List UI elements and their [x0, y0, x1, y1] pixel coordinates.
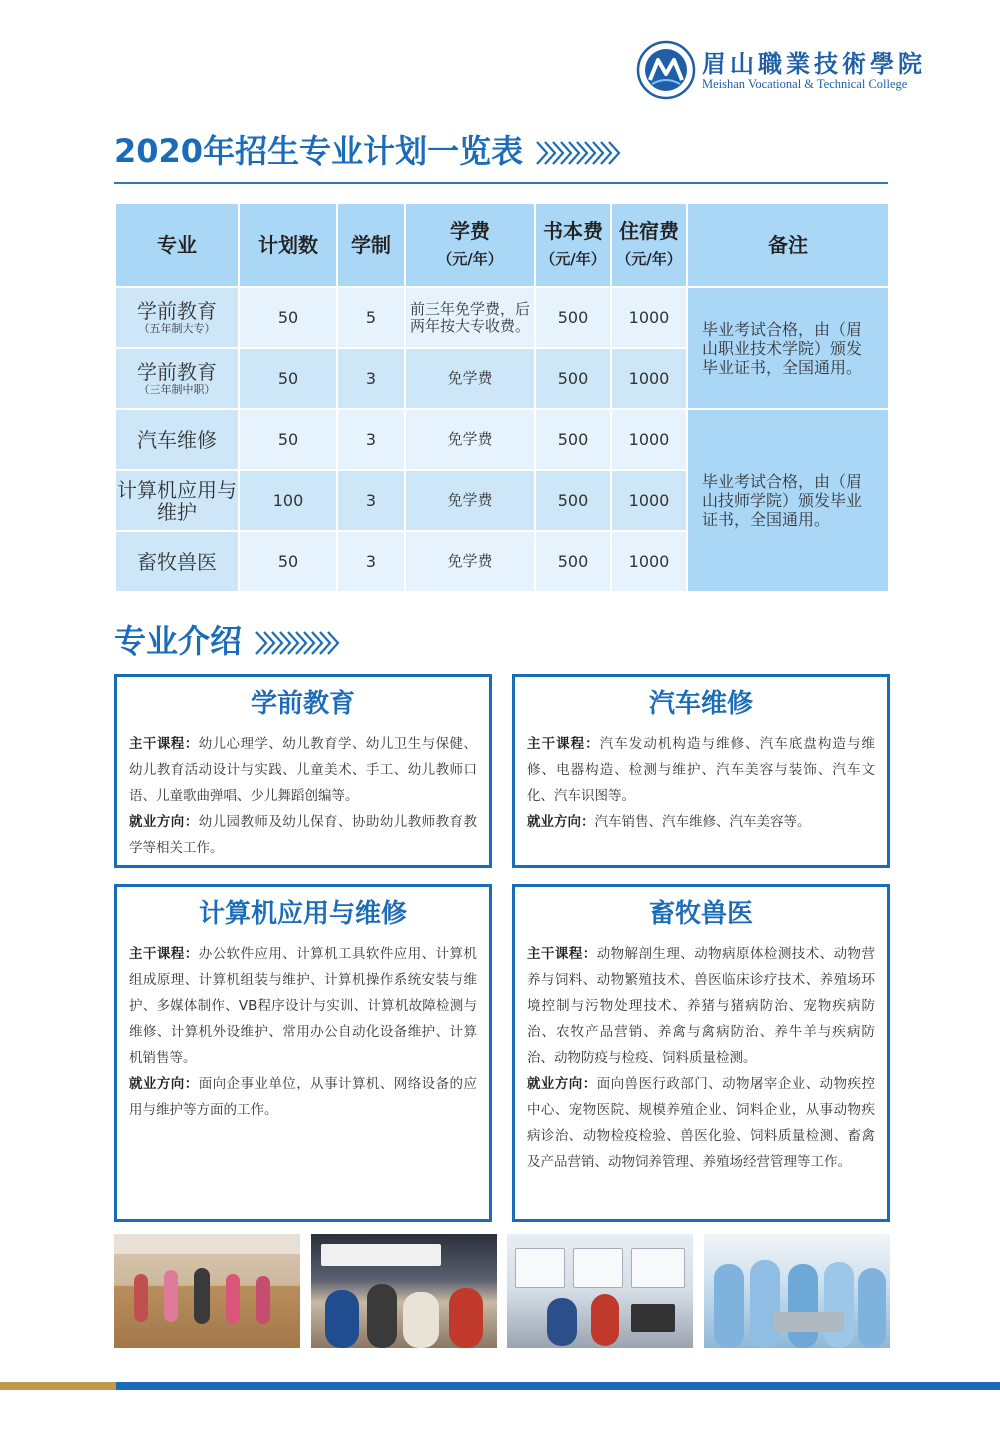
footer-bar-gold	[0, 1382, 116, 1390]
cell-major	[115, 287, 239, 348]
table-header-row	[115, 203, 889, 287]
col-quota: 计划数	[239, 203, 337, 287]
col-tuition-label: 学费	[450, 219, 490, 243]
cell-major: 计算机应用与维护	[115, 470, 239, 531]
card-title: 畜牧兽医	[648, 899, 753, 929]
card-courses	[527, 941, 875, 1071]
card-career	[527, 809, 875, 835]
table-row	[115, 287, 889, 348]
table-row	[115, 409, 889, 470]
courses-label: 主干课程：	[129, 946, 199, 962]
card-title: 学前教育	[250, 689, 355, 719]
col-tuition-unit: （元/年）	[437, 250, 503, 268]
major-sub: （三年制中职）	[138, 382, 216, 396]
cell-tuition: 免学费	[405, 531, 535, 592]
courses-label: 主干课程：	[527, 946, 597, 962]
col-dorm-label: 住宿费	[619, 219, 679, 243]
col-duration: 学制	[337, 203, 405, 287]
col-books-unit: （元/年）	[540, 250, 606, 268]
career-label: 就业方向：	[527, 1076, 597, 1092]
cell-quota: 100	[239, 470, 337, 531]
cell-books: 500	[535, 470, 611, 531]
courses-label: 主干课程：	[129, 736, 199, 752]
cell-books: 500	[535, 409, 611, 470]
card-career	[129, 809, 477, 861]
cell-major: 汽车维修	[115, 409, 239, 470]
col-books	[535, 203, 611, 287]
col-dorm-unit: （元/年）	[616, 250, 682, 268]
major-card-preschool	[114, 674, 492, 868]
card-courses	[129, 941, 477, 1071]
cell-major: 畜牧兽医	[115, 531, 239, 592]
veterinary-lab-photo	[704, 1234, 890, 1348]
college-name-cn: 眉山職業技術學院	[702, 49, 926, 78]
college-logo	[636, 40, 956, 100]
courses-text: 办公软件应用、计算机工具软件应用、计算机组成原理、计算机组装与维护、计算机操作系统安装与维护、多媒体制作、VB程序设计与实训、计算机故障检测与维修、计算机外设维护、常用办公自动化设备维护、计算机销售等。	[129, 946, 477, 1066]
college-emblem-icon	[636, 40, 696, 100]
cell-remarks: 毕业考试合格，由（眉山职业技术学院）颁发毕业证书，全国通用。	[687, 287, 889, 409]
career-text: 面向兽医行政部门、动物屠宰企业、动物疾控中心、宠物医院、规模养殖企业、饲料企业，从事动物疾病诊治、动物检疫检验、兽医化验、饲料质量检测、畜禽及产品营销、动物饲养管理、养殖场经营管理等工作。	[527, 1076, 875, 1170]
cell-remarks: 毕业考试合格，由（眉山技师学院）颁发毕业证书，全国通用。	[687, 409, 889, 592]
cell-duration: 3	[337, 470, 405, 531]
career-label: 就业方向：	[527, 814, 595, 830]
col-tuition	[405, 203, 535, 287]
title-divider	[114, 182, 888, 184]
chevrons-icon	[254, 628, 346, 658]
cell-books: 500	[535, 531, 611, 592]
cell-major	[115, 348, 239, 409]
courses-text: 幼儿心理学、幼儿教育学、幼儿卫生与保健、幼儿教育活动设计与实践、儿童美术、手工、幼儿教师口语、儿童歌曲弹唱、少儿舞蹈创编等。	[129, 736, 477, 804]
career-text: 汽车销售、汽车维修、汽车美容等。	[594, 814, 811, 830]
card-title: 汽车维修	[648, 689, 753, 719]
dance-class-photo	[114, 1234, 300, 1348]
chevrons-icon	[535, 138, 627, 168]
career-text: 面向企事业单位，从事计算机、网络设备的应用与维护等方面的工作。	[129, 1076, 477, 1118]
major-name: 学前教育	[137, 359, 217, 384]
col-major: 专业	[115, 203, 239, 287]
courses-label: 主干课程：	[527, 736, 600, 752]
major-card-veterinary	[512, 884, 890, 1222]
cell-dorm: 1000	[611, 470, 687, 531]
major-card-computer	[114, 884, 492, 1222]
cell-dorm: 1000	[611, 531, 687, 592]
computer-lab-photo	[507, 1234, 693, 1348]
cell-dorm: 1000	[611, 287, 687, 348]
cell-tuition: 免学费	[405, 348, 535, 409]
cell-dorm: 1000	[611, 409, 687, 470]
card-title: 计算机应用与维修	[198, 899, 407, 929]
col-dorm	[611, 203, 687, 287]
college-name-en: Meishan Vocational & Technical College	[702, 77, 908, 91]
cell-books: 500	[535, 348, 611, 409]
cell-quota: 50	[239, 287, 337, 348]
cell-quota: 50	[239, 409, 337, 470]
cell-dorm: 1000	[611, 348, 687, 409]
courses-text: 汽车发动机构造与维修、汽车底盘构造与维修、电器构造、检测与维护、汽车美容与装饰、汽车文化、汽车识图等。	[527, 736, 876, 804]
card-career	[129, 1071, 477, 1123]
card-courses	[527, 731, 875, 809]
intro-title	[114, 616, 346, 662]
plan-title	[114, 126, 627, 172]
cell-duration: 3	[337, 348, 405, 409]
intro-title-text: 专业介绍	[114, 622, 243, 660]
music-class-photo	[311, 1234, 497, 1348]
card-courses	[129, 731, 477, 809]
col-remarks: 备注	[687, 203, 889, 287]
cell-tuition: 前三年免学费，后两年按大专收费。	[405, 287, 535, 348]
enrollment-plan-table	[114, 202, 890, 593]
cell-quota: 50	[239, 531, 337, 592]
card-career	[527, 1071, 875, 1175]
cell-tuition: 免学费	[405, 470, 535, 531]
major-card-auto	[512, 674, 890, 868]
cell-quota: 50	[239, 348, 337, 409]
courses-text: 动物解剖生理、动物病原体检测技术、动物营养与饲料、动物繁殖技术、兽医临床诊疗技术、养殖场环境控制与污物处理技术、养猪与猪病防治、宠物疾病防治、农牧产品营销、养禽与禽病防治、养牛羊与疾病防治、动物防疫与检疫、饲料质量检测。	[527, 946, 875, 1066]
plan-title-text: 2020年招生专业计划一览表	[114, 132, 524, 170]
cell-books: 500	[535, 287, 611, 348]
major-name: 学前教育	[137, 298, 217, 323]
cell-duration: 5	[337, 287, 405, 348]
career-text: 幼儿园教师及幼儿保育、协助幼儿教师教育教学等相关工作。	[129, 814, 477, 856]
major-sub: （五年制大专）	[138, 321, 216, 335]
cell-tuition: 免学费	[405, 409, 535, 470]
footer-bar-blue	[116, 1382, 1000, 1390]
career-label: 就业方向：	[129, 1076, 199, 1092]
cell-duration: 3	[337, 409, 405, 470]
col-books-label: 书本费	[543, 219, 603, 243]
cell-duration: 3	[337, 531, 405, 592]
career-label: 就业方向：	[129, 814, 199, 830]
